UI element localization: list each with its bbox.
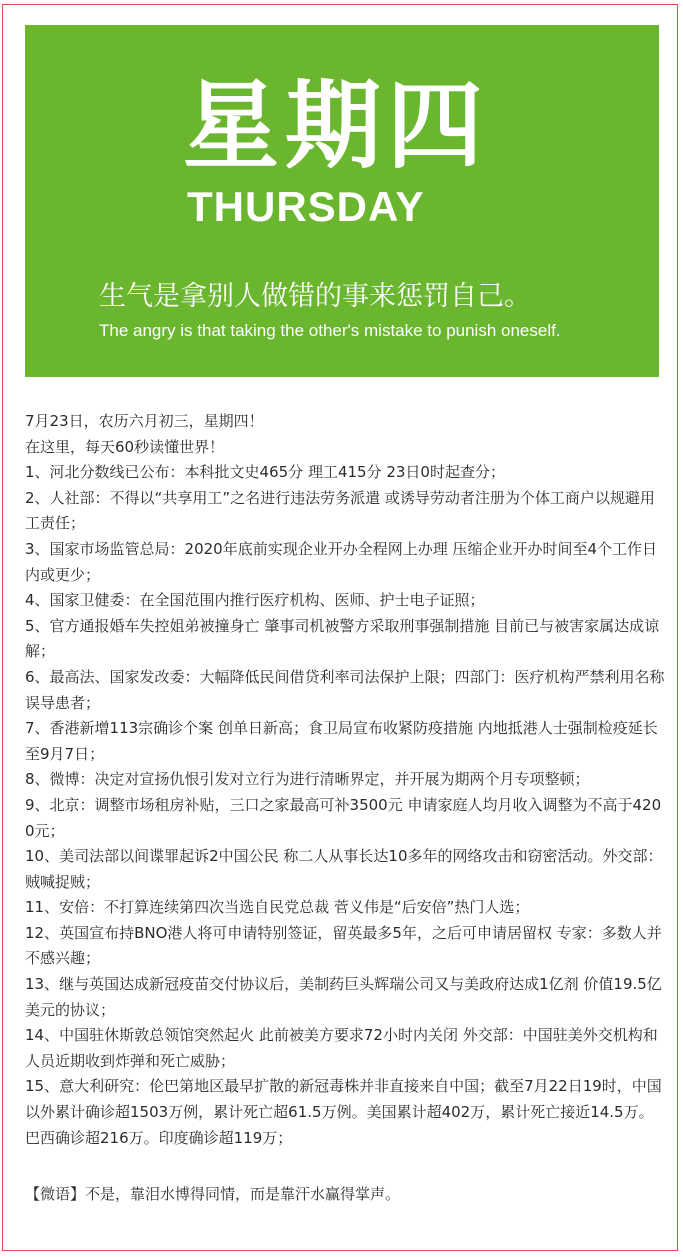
- news-item: 9、北京：调整市场租房补贴，三口之家最高可补3500元 申请家庭人均月收入调整为不高于4200元；: [25, 795, 662, 840]
- banner-english-day: THURSDAY: [187, 183, 425, 230]
- news-content: [25, 409, 665, 1208]
- news-item: 3、国家市场监管总局：2020年底前实现企业开办全程网上办理 压缩企业开办时间至4个工作日内或更少；: [25, 539, 658, 584]
- news-item: 13、继与英国达成新冠疫苗交付协议后，美制药巨头辉瑞公司又与美政府达成1亿剂 价值19.5亿美元的协议；: [25, 975, 662, 1019]
- news-item: 1、河北分数线已公布：本科批文史465分 理工415分 23日0时起查分；: [25, 463, 505, 482]
- news-item: 15、意大利研究：伦巴第地区最早扩散的新冠毒株并非直接来自中国；截至7月22日19时，中国以外累计确诊超1503万例，累计死亡超61.5万例。美国累计超402万，累计死亡接近14.5万。巴西确诊超216万。印度确诊超119万；: [25, 1077, 662, 1147]
- news-item: 4、国家卫健委：在全国范围内推行医疗机构、医师、护士电子证照；: [25, 591, 485, 610]
- news-item: 5、官方通报婚车失控姐弟被撞身亡 肇事司机被警方采取刑事强制措施 目前已与被害家属达成谅解；: [25, 616, 660, 661]
- news-item: 2、人社部：不得以“共享用工”之名进行违法劳务派遣 或诱导劳动者注册为个体工商户以规避用工责任；: [25, 488, 655, 533]
- news-item: 14、中国驻休斯敦总领馆突然起火 此前被美方要求72小时内关闭 外交部：中国驻美外交机构和人员近期收到炸弹和死亡威胁；: [25, 1026, 658, 1070]
- news-list: [25, 460, 665, 1151]
- weiyu-quote: 【微语】不是，靠泪水博得同情，而是靠汗水赢得掌声。: [25, 1185, 401, 1204]
- banner-chinese-quote: 生气是拿别人做错的事来惩罚自己。: [99, 281, 531, 312]
- news-item: 6、最高法、国家发改委：大幅降低民间借贷利率司法保护上限；四部门：医疗机构严禁利用名称误导患者；: [25, 667, 665, 712]
- news-item: 10、美司法部以间谍罪起诉2中国公民 称二人从事长达10多年的网络攻击和窃密活动。外交部：贼喊捉贼；: [25, 847, 663, 891]
- tagline: 在这里，每天60秒读懂世界！: [25, 437, 225, 456]
- banner-chinese-day: 星期四: [183, 70, 489, 182]
- news-item: 12、英国宣布持BNO港人将可申请特别签证，留英最多5年，之后可申请居留权 专家：多数人并不感兴趣；: [25, 923, 662, 968]
- news-item: 11、安倍：不打算连续第四次当选自民党总裁 菅义伟是“后安倍”热门人选；: [25, 898, 530, 917]
- news-item: 7、香港新增113宗确诊个案 创单日新高；食卫局宣布收紧防疫措施 内地抵港人士强制检疫延长至9月7日；: [25, 719, 658, 763]
- date-line: 7月23日，农历六月初三，星期四！: [25, 412, 264, 430]
- thursday-banner: [25, 25, 659, 377]
- news-item: 8、微博：决定对宣扬仇恨引发对立行为进行清晰界定，并开展为期两个月专项整顿；: [25, 770, 590, 789]
- banner-english-quote: The angry is that taking the other's mistake to punish oneself.: [99, 321, 561, 340]
